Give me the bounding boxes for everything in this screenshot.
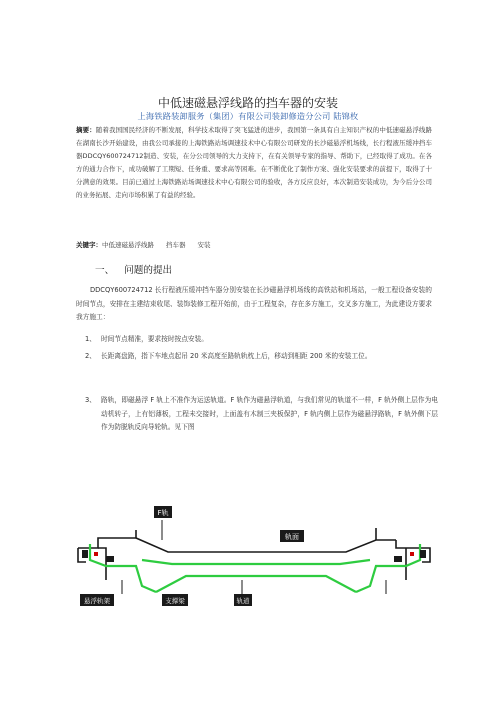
- paragraph: DDCQY600724712 长行程液压缓冲挡车器分别安装在长沙磁悬浮机场线的高铁站和机场站，一般工程设备安装的时间节点，安排在主建结束收尾、装饰装修工程开始前，由于工程复杂，存在多方施工，交叉多方施工，为此建设方要求我方施工：: [76, 286, 432, 322]
- author-line: 上海铁路装卸服务（集团）有限公司装卸修造分公司 陆锦枚: [137, 111, 359, 121]
- section-number: 一、: [95, 265, 115, 276]
- keyword: 中低速磁悬浮线路: [102, 241, 154, 249]
- keywords-label: 关键字：: [76, 241, 102, 249]
- list-item: [85, 350, 438, 364]
- section-title: 问题的提出: [124, 265, 173, 276]
- support-label: 悬浮轨架: [84, 597, 110, 605]
- label-rail-surface: [280, 530, 304, 542]
- f-rail-cross-section-diagram: [76, 500, 432, 613]
- abstract: [76, 124, 432, 203]
- label-f-rail: [154, 506, 172, 518]
- f-rail-label: F轨: [157, 509, 169, 517]
- list-number: 2、: [85, 352, 96, 360]
- list-number: 1、: [85, 335, 96, 343]
- list-text: 长距离盘路，指下车地点起吊 20 米高度至路轨轨枕上后，移动到相距 200 米的安装工位。: [101, 352, 372, 360]
- keyword: 挡车器: [166, 241, 186, 249]
- frame-lines: [78, 528, 430, 580]
- label-rail: [234, 594, 252, 606]
- list-text: 时间节点精准，要求按时按点安装。: [101, 335, 208, 343]
- document-title: 中低速磁悬浮线路的挡车器的安装: [157, 96, 338, 110]
- sleeper-label: 支撑梁: [165, 597, 185, 605]
- rail-surface-label: 轨面: [285, 533, 299, 541]
- label-support: [80, 594, 114, 606]
- abstract-text: 随着我国国民经济的不断发展，科学技术取得了突飞猛进的进步，我国第一条具有自主知识产权的中低速磁悬浮线路在湖南长沙开始建设，由我公司承接的上海铁路站场调速技术中心有限公司研发的长沙磁悬浮机场线，长行程液压缓冲挡车器DDCQY600724712制造、安装，在分公司领导的大力支持下，在有关领导专家的指导、帮助下，已经取得了成功。在各方的通力合作下，成功破解了工期短、任务重、要求高等困难。在不断优化了制作方案、强化安装要求的前提下，取得了十分满意的效果。目前已通过上海铁路站场调速技术中心有限公司的验收，各方反应良好，本次制造安装成功，为今后分公司的业务拓展、走向市场积累了有益的经验。: [76, 126, 433, 200]
- keyword: 安装: [197, 241, 211, 249]
- rail-details: [82, 520, 426, 594]
- section-heading: [95, 262, 172, 276]
- list-item: [85, 394, 438, 435]
- label-sleeper: [162, 594, 188, 606]
- list-number: 3、: [85, 396, 96, 404]
- keywords: [76, 240, 432, 249]
- list-item: [85, 333, 438, 347]
- list-text: 路轨，即磁悬浮 F 轨上不准作为运送轨道。F 轨作为磁悬浮轨道，与我们常见的轨道不一样，F 轨外侧上层作为电动机转子，上有铝薄板，工程未交接时，上面盖有木制三夹板保护，F 轨内侧上层作为磁悬浮路轨，F 轨外侧下层作为防脱轨反向导轮轨。见下图: [101, 396, 438, 432]
- rail-label: 轨道: [236, 597, 250, 605]
- abstract-label: 摘要：: [76, 126, 96, 134]
